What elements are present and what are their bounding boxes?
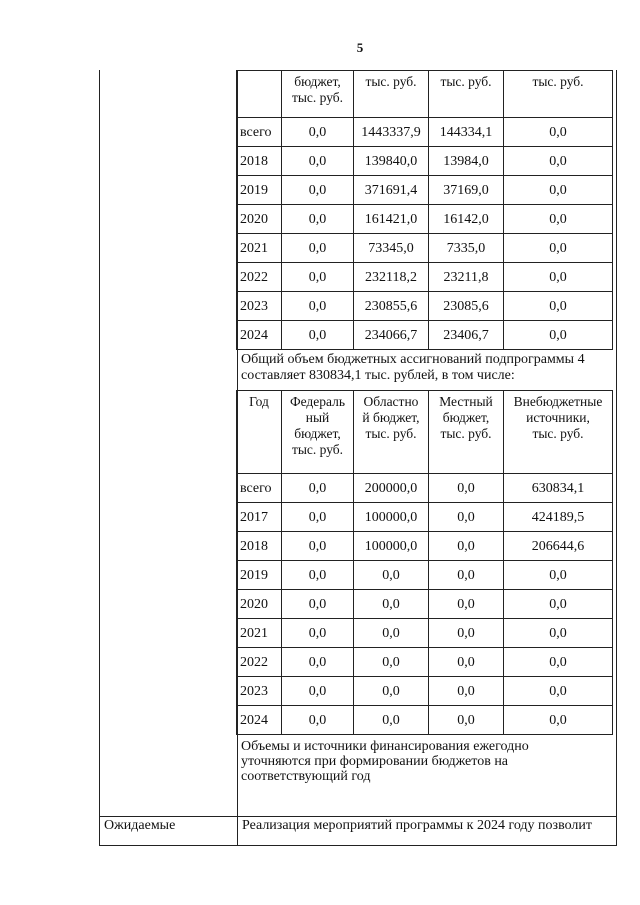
value-cell: 0,0 [282, 234, 354, 263]
value-cell: 0,0 [429, 532, 504, 561]
value-cell: 161421,0 [354, 205, 429, 234]
value-cell: 424189,5 [504, 503, 613, 532]
value-cell: 0,0 [429, 503, 504, 532]
value-cell: 0,0 [282, 263, 354, 292]
year-cell: 2017 [237, 503, 282, 532]
value-cell: 0,0 [282, 648, 354, 677]
row-divider [100, 816, 616, 817]
table-row [237, 474, 613, 503]
year-cell: 2020 [237, 590, 282, 619]
table1-body [237, 71, 613, 350]
table-row [237, 648, 613, 677]
funding-table-subprogram3 [236, 70, 613, 350]
table-row [237, 205, 613, 234]
table-row [237, 292, 613, 321]
year-cell: 2024 [237, 706, 282, 735]
header-row [237, 71, 613, 118]
value-cell: 0,0 [429, 474, 504, 503]
value-cell: 0,0 [429, 619, 504, 648]
table-row [237, 619, 613, 648]
year-cell: 2020 [237, 205, 282, 234]
value-cell: 23406,7 [429, 321, 504, 350]
header-cell: тыс. руб. [354, 71, 429, 118]
value-cell: 0,0 [504, 147, 613, 176]
value-cell: 100000,0 [354, 503, 429, 532]
value-cell: 0,0 [504, 677, 613, 706]
value-cell: 0,0 [504, 561, 613, 590]
value-cell: 0,0 [504, 176, 613, 205]
value-cell: 0,0 [282, 321, 354, 350]
value-cell: 0,0 [282, 706, 354, 735]
header-cell: Год [237, 391, 282, 474]
table-row [237, 532, 613, 561]
value-cell: 234066,7 [354, 321, 429, 350]
header-cell: бюджет, тыс. руб. [282, 71, 354, 118]
subprogram4-total-text: Общий объем бюджетных ассигнований подпрограммы 4 составляет 830834,1 тыс. рублей, в том числе: [241, 352, 585, 383]
value-cell: 16142,0 [429, 205, 504, 234]
table-row [237, 176, 613, 205]
funding-table-subprogram4 [236, 390, 613, 735]
header-cell: тыс. руб. [429, 71, 504, 118]
value-cell: 200000,0 [354, 474, 429, 503]
value-cell: 0,0 [504, 619, 613, 648]
header-cell: Федераль ный бюджет, тыс. руб. [282, 391, 354, 474]
header-cell: Внебюджетные источники, тыс. руб. [504, 391, 613, 474]
value-cell: 139840,0 [354, 147, 429, 176]
value-cell: 37169,0 [429, 176, 504, 205]
value-cell: 230855,6 [354, 292, 429, 321]
table-row [237, 706, 613, 735]
value-cell: 0,0 [504, 118, 613, 147]
value-cell: 0,0 [429, 706, 504, 735]
year-cell: 2022 [237, 648, 282, 677]
table-row [237, 321, 613, 350]
value-cell: 0,0 [354, 619, 429, 648]
value-cell: 13984,0 [429, 147, 504, 176]
year-cell: всего [237, 474, 282, 503]
value-cell: 0,0 [504, 706, 613, 735]
header-cell [237, 71, 282, 118]
value-cell: 0,0 [504, 292, 613, 321]
year-cell: 2022 [237, 263, 282, 292]
value-cell: 0,0 [504, 205, 613, 234]
value-cell: 0,0 [282, 474, 354, 503]
year-cell: 2024 [237, 321, 282, 350]
value-cell: 206644,6 [504, 532, 613, 561]
expected-results-label: Ожидаемые [104, 818, 176, 833]
value-cell: 0,0 [429, 648, 504, 677]
value-cell: 73345,0 [354, 234, 429, 263]
year-cell: 2018 [237, 532, 282, 561]
value-cell: 0,0 [354, 561, 429, 590]
table-row [237, 677, 613, 706]
table-row [237, 503, 613, 532]
value-cell: 0,0 [429, 561, 504, 590]
table-row [237, 590, 613, 619]
value-cell: 0,0 [504, 648, 613, 677]
value-cell: 0,0 [354, 706, 429, 735]
table-row [237, 263, 613, 292]
year-cell: 2021 [237, 234, 282, 263]
value-cell: 0,0 [504, 263, 613, 292]
value-cell: 0,0 [429, 677, 504, 706]
year-cell: 2023 [237, 677, 282, 706]
value-cell: 0,0 [282, 292, 354, 321]
value-cell: 0,0 [504, 590, 613, 619]
value-cell: 0,0 [354, 648, 429, 677]
value-cell: 630834,1 [504, 474, 613, 503]
header-cell: Областно й бюджет, тыс. руб. [354, 391, 429, 474]
value-cell: 0,0 [282, 619, 354, 648]
year-cell: 2023 [237, 292, 282, 321]
value-cell: 0,0 [282, 118, 354, 147]
value-cell: 7335,0 [429, 234, 504, 263]
value-cell: 0,0 [354, 590, 429, 619]
value-cell: 232118,2 [354, 263, 429, 292]
header-cell: Местный бюджет, тыс. руб. [429, 391, 504, 474]
value-cell: 144334,1 [429, 118, 504, 147]
value-cell: 0,0 [282, 532, 354, 561]
value-cell: 0,0 [282, 147, 354, 176]
value-cell: 23085,6 [429, 292, 504, 321]
value-cell: 0,0 [282, 176, 354, 205]
table2-body [237, 391, 613, 735]
value-cell: 23211,8 [429, 263, 504, 292]
value-cell: 0,0 [282, 590, 354, 619]
year-cell: 2018 [237, 147, 282, 176]
table-row [237, 118, 613, 147]
year-cell: всего [237, 118, 282, 147]
value-cell: 100000,0 [354, 532, 429, 561]
year-cell: 2019 [237, 176, 282, 205]
header-row [237, 391, 613, 474]
value-cell: 371691,4 [354, 176, 429, 205]
year-cell: 2021 [237, 619, 282, 648]
table-row [237, 561, 613, 590]
page-number: 5 [356, 40, 364, 55]
value-cell: 0,0 [282, 561, 354, 590]
value-cell: 0,0 [354, 677, 429, 706]
funding-note: Объемы и источники финансирования ежегодно уточняются при формировании бюджетов на соответствующий год [241, 739, 529, 784]
header-cell: тыс. руб. [504, 71, 613, 118]
value-cell: 0,0 [429, 590, 504, 619]
year-cell: 2019 [237, 561, 282, 590]
value-cell: 1443337,9 [354, 118, 429, 147]
table-row [237, 234, 613, 263]
value-cell: 0,0 [504, 321, 613, 350]
value-cell: 0,0 [504, 234, 613, 263]
table-row [237, 147, 613, 176]
value-cell: 0,0 [282, 503, 354, 532]
expected-results-text: Реализация мероприятий программы к 2024 году позволит [242, 818, 593, 833]
value-cell: 0,0 [282, 205, 354, 234]
value-cell: 0,0 [282, 677, 354, 706]
